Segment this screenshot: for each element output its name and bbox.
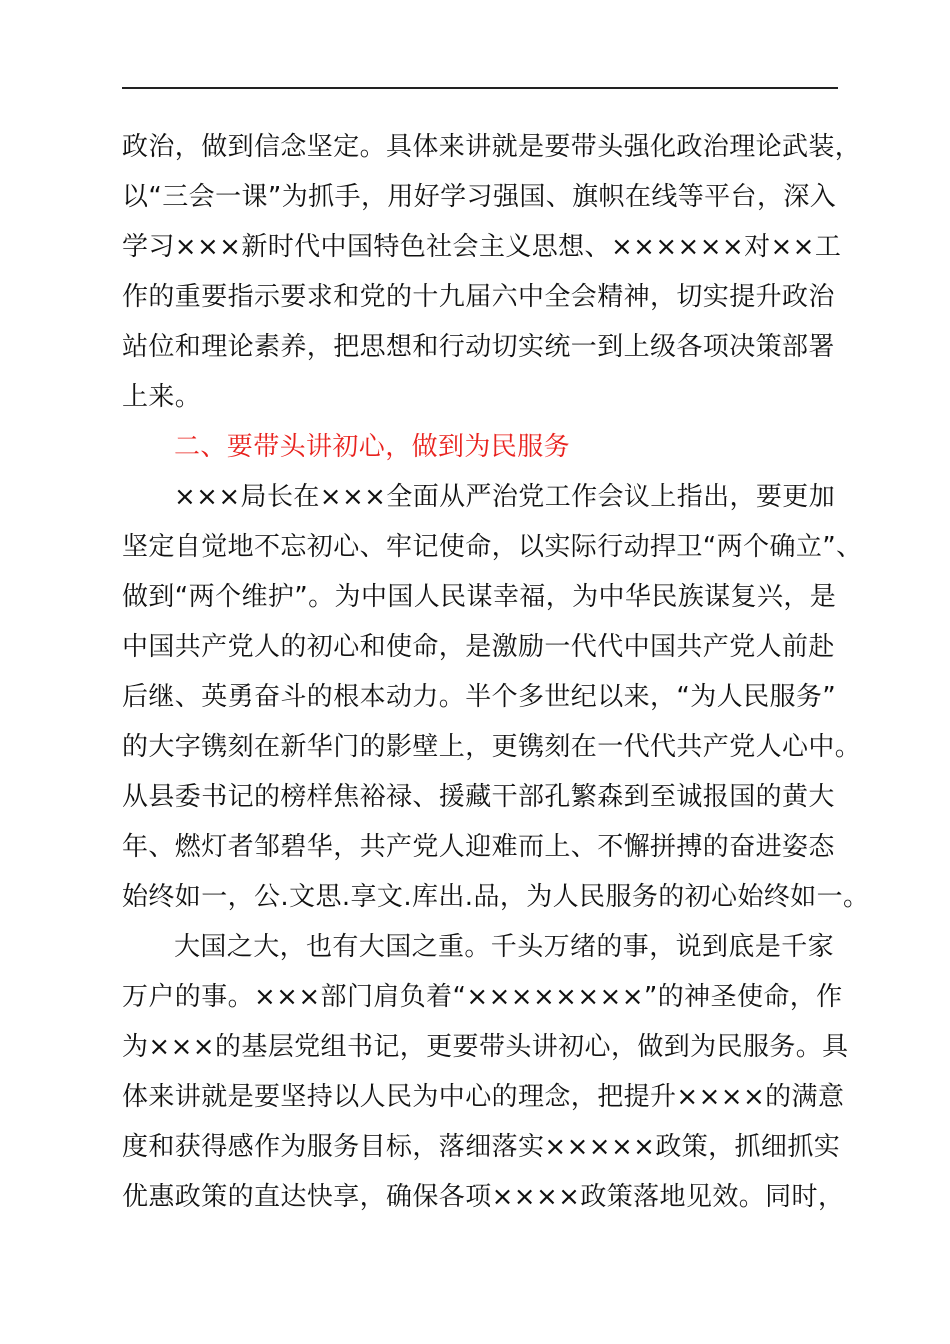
text-line: 中国共产党人的初心和使命，是激励一代代中国共产党人前赴 — [122, 632, 835, 662]
text-line: 以“三会一课”为抓手，用好学习强国、旗帜在线等平台，深入 — [122, 182, 837, 212]
text-line: 从县委书记的榜样焦裕禄、援藏干部孔繁森到至诚报国的黄大 — [122, 782, 835, 812]
text-line: 年、燃灯者邹碧华，共产党人迎难而上、不懈拼搏的奋进姿态 — [122, 832, 835, 862]
document-body — [122, 122, 870, 1222]
text-line: 为×××的基层党组书记，更要带头讲初心，做到为民服务。具 — [122, 1032, 849, 1062]
paragraph-1 — [122, 122, 862, 422]
text-line: 大国之大，也有大国之重。千头万绪的事，说到底是千家 — [174, 932, 835, 962]
text-line: 站位和理论素养，把思想和行动切实统一到上级各项决策部署 — [122, 332, 835, 362]
section-heading-2: 二、要带头讲初心，做到为民服务 — [174, 432, 571, 462]
text-line: 万户的事。×××部门肩负着“××××××××”的神圣使命，作 — [122, 982, 843, 1012]
text-line: ×××局长在×××全面从严治党工作会议上指出，要更加 — [174, 482, 836, 512]
text-line: 始终如一，公.文思.享文.库出.品，为人民服务的初心始终如一。 — [122, 882, 870, 912]
text-line: 做到“两个维护”。为中国人民谋幸福，为中华民族谋复兴，是 — [122, 582, 837, 612]
text-line: 优惠政策的直达快享，确保各项××××政策落地见效。同时， — [122, 1182, 845, 1212]
text-line: 作的重要指示要求和党的十九届六中全会精神，切实提升政治 — [122, 282, 835, 312]
text-line: 的大字镌刻在新华门的影壁上，更镌刻在一代代共产党人心中。 — [122, 732, 862, 762]
text-line: 上来。 — [122, 382, 202, 412]
text-line: 学习×××新时代中国特色社会主义思想、××××××对××工 — [122, 232, 842, 262]
paragraph-3 — [122, 922, 849, 1222]
paragraph-2 — [122, 472, 870, 922]
text-line: 度和获得感作为服务目标，落细落实×××××政策，抓细抓实 — [122, 1132, 841, 1162]
text-line: 政治，做到信念坚定。具体来讲就是要带头强化政治理论武装， — [122, 132, 862, 162]
text-line: 体来讲就是要坚持以人民为中心的理念，把提升××××的满意 — [122, 1082, 845, 1112]
text-line: 后继、英勇奋斗的根本动力。半个多世纪以来，“为人民服务” — [122, 682, 837, 712]
text-line: 坚定自觉地不忘初心、牢记使命，以实际行动捍卫“两个确立”、 — [122, 532, 863, 562]
header-rule — [122, 87, 838, 89]
